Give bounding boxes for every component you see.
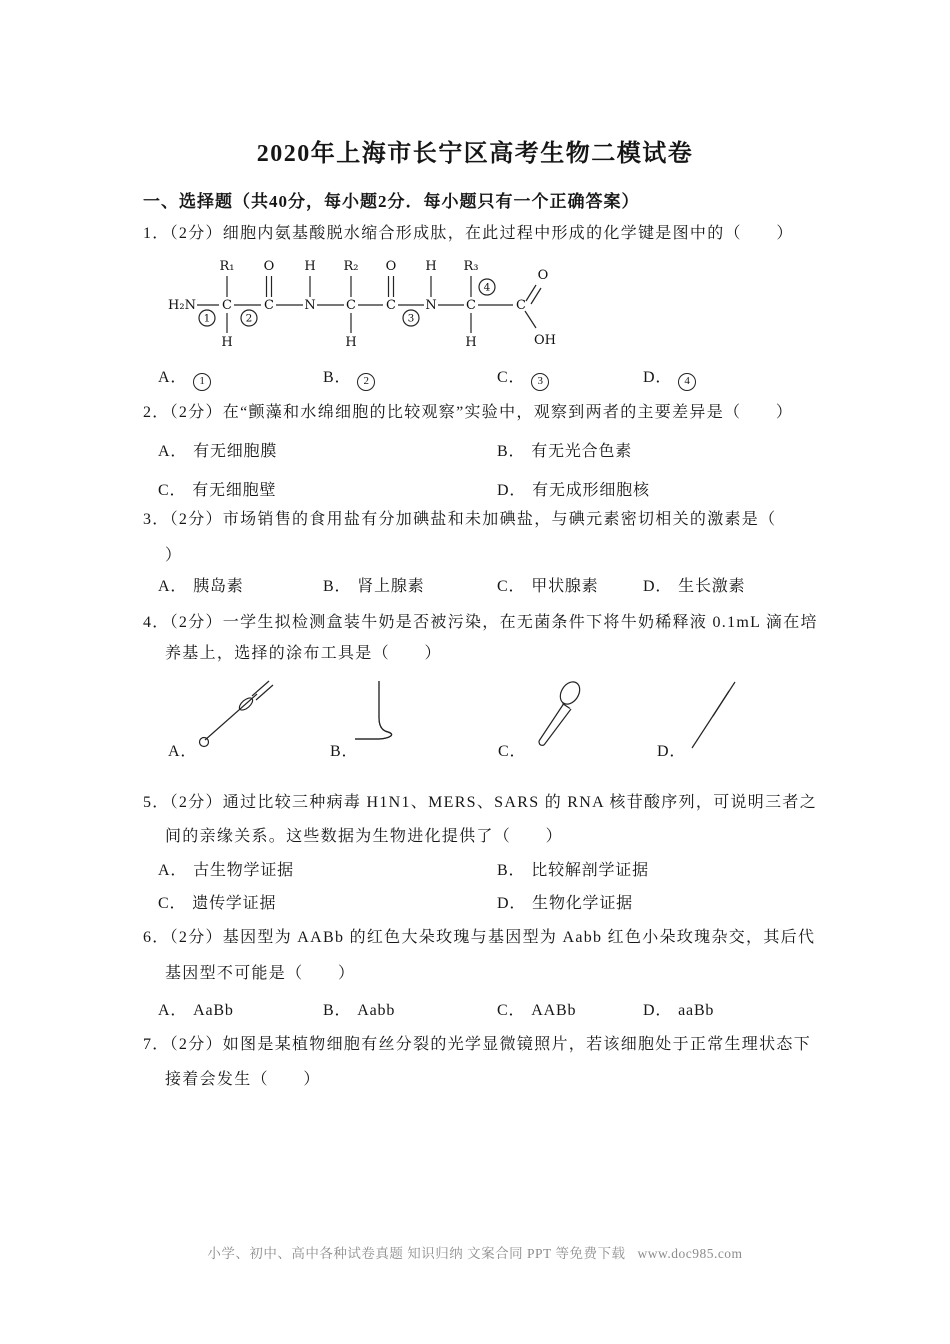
option-label: D． [643, 578, 673, 595]
atom-label: N [304, 298, 316, 313]
option-text: AABb [531, 1002, 577, 1019]
option-b [323, 997, 395, 1020]
question-6-line-2: 基因型不可能是（ ） [165, 965, 356, 982]
footer-text: 小学、初中、高中各种试卷真题 知识归纳 文案合同 PPT 等免费下载 [207, 1246, 626, 1261]
atom-label: C [386, 298, 396, 313]
option-label: C． [497, 1002, 526, 1019]
question-6-options [143, 997, 923, 1021]
option-b [323, 364, 375, 391]
option-text: 有无光合色素 [531, 443, 633, 460]
circled-3-icon: 3 [531, 373, 549, 391]
atom-label: R₂ [343, 259, 359, 274]
option-text: aaBb [678, 1002, 715, 1019]
option-b [497, 857, 649, 880]
question-6-line-1: 6．（2分）基因型为 AABb 的红色大朵玫瑰与基因型为 Aabb 红色小朵玫瑰杂交，其后代 [143, 929, 816, 946]
option-text: 古生物学证据 [193, 862, 294, 879]
option-label: C． [497, 578, 526, 595]
mark-number: 4 [483, 281, 491, 294]
inoculation-needle-icon [682, 678, 744, 756]
atom-label: C [222, 298, 232, 313]
option-d-label: D． [657, 743, 687, 760]
option-label: B． [323, 578, 352, 595]
atom-label: O [537, 268, 549, 283]
option-a [158, 364, 211, 391]
option-c [158, 477, 276, 500]
option-text: 比较解剖学证据 [531, 862, 649, 879]
atom-label: H₂N [168, 298, 196, 313]
page-title: 2020年上海市长宁区高考生物二模试卷 [256, 141, 694, 167]
question-5-options-ab [143, 857, 923, 881]
question-1-options [143, 364, 923, 388]
question-2-text: 2．（2分）在“颤藻和水绵细胞的比较观察”实验中，观察到两者的主要差异是（ ） [143, 404, 794, 421]
circled-1-icon: 1 [193, 373, 211, 391]
atom-label: R₁ [219, 259, 235, 274]
option-text: 甲状腺素 [531, 578, 599, 595]
page-footer [0, 1242, 950, 1262]
option-label: B． [323, 369, 352, 386]
option-text: AaBb [193, 1002, 234, 1019]
inoculation-loop-icon [195, 678, 281, 750]
option-b [497, 438, 632, 461]
question-3-line-2: ） [165, 547, 183, 564]
option-d [643, 364, 696, 391]
option-label: D． [497, 895, 527, 912]
option-text: 有无细胞膜 [193, 443, 278, 460]
option-label: A． [158, 369, 188, 386]
option-a [158, 438, 277, 461]
option-b [323, 573, 424, 596]
question-4-tool-figures [143, 678, 923, 762]
option-d [497, 477, 650, 500]
mark-number: 3 [407, 312, 415, 325]
option-c [497, 573, 598, 596]
option-a [158, 573, 244, 596]
option-label: B． [323, 1002, 352, 1019]
option-text: 生长激素 [678, 578, 746, 595]
option-text: 肾上腺素 [357, 578, 425, 595]
option-d [497, 890, 633, 913]
option-c-label: C． [498, 743, 527, 760]
atom-label: OH [534, 333, 556, 348]
option-c [158, 890, 276, 913]
option-label: C． [158, 482, 187, 499]
dropper-icon [530, 678, 590, 754]
question-5-options-cd [143, 890, 923, 914]
footer-url: www.doc985.com [637, 1246, 743, 1261]
atom-label: H [465, 335, 477, 350]
option-label: A． [158, 1002, 188, 1019]
option-c [497, 997, 576, 1020]
question-3-options [143, 573, 923, 597]
atom-label: H [221, 335, 233, 350]
peptide-structure-diagram [164, 252, 574, 354]
option-c [497, 364, 549, 391]
option-text: 胰岛素 [193, 578, 244, 595]
circled-2-icon: 2 [357, 373, 375, 391]
spreader-icon [352, 678, 404, 750]
option-label: B． [497, 862, 526, 879]
option-d [643, 997, 714, 1020]
atom-label: R₃ [463, 259, 479, 274]
atom-label: H [304, 259, 316, 274]
option-b-label: B． [330, 743, 359, 760]
option-a [158, 857, 294, 880]
atom-label: H [345, 335, 357, 350]
circled-4-icon: 4 [678, 373, 696, 391]
option-a-label: A． [168, 743, 198, 760]
option-label: A． [158, 862, 188, 879]
option-a [158, 997, 234, 1020]
atom-label: O [385, 259, 397, 274]
option-label: D． [643, 369, 673, 386]
question-7-line-2: 接着会发生（ ） [165, 1071, 321, 1088]
option-text: 有无细胞壁 [192, 482, 277, 499]
option-label: A． [158, 578, 188, 595]
option-label: C． [497, 369, 526, 386]
atom-label: C [516, 298, 526, 313]
option-text: 遗传学证据 [192, 895, 277, 912]
section-heading: 一、选择题（共40分，每小题2分．每小题只有一个正确答案） [143, 192, 640, 211]
question-3-line-1: 3．（2分）市场销售的食用盐有分加碘盐和未加碘盐，与碘元素密切相关的激素是（ [143, 511, 777, 528]
option-text: 生物化学证据 [532, 895, 633, 912]
question-1-text: 1．（2分）细胞内氨基酸脱水缩合形成肽，在此过程中形成的化学键是图中的（ ） [143, 225, 794, 242]
option-d [643, 573, 745, 596]
question-5-line-1: 5．（2分）通过比较三种病毒 H1N1、MERS、SARS 的 RNA 核苷酸序列，可说明三者之 [143, 794, 818, 811]
mark-number: 2 [245, 312, 253, 325]
atom-label: H [425, 259, 437, 274]
question-7-line-1: 7．（2分）如图是某植物细胞有丝分裂的光学显微镜照片，若该细胞处于正常生理状态下 [143, 1036, 812, 1053]
question-2-options-cd [143, 477, 923, 501]
question-4-line-2: 养基上，选择的涂布工具是（ ） [165, 645, 442, 662]
atom-label: C [466, 298, 476, 313]
atom-label: C [264, 298, 274, 313]
question-2-options-ab [143, 438, 923, 462]
option-text: 有无成形细胞核 [532, 482, 650, 499]
atom-label: C [346, 298, 356, 313]
option-label: A． [158, 443, 188, 460]
question-4-line-1: 4．（2分）一学生拟检测盒装牛奶是否被污染，在无菌条件下将牛奶稀释液 0.1mL 滴在培 [143, 614, 818, 631]
option-label: C． [158, 895, 187, 912]
option-label: B． [497, 443, 526, 460]
atom-label: O [263, 259, 275, 274]
question-5-line-2: 间的亲缘关系。这些数据为生物进化提供了（ ） [165, 828, 563, 845]
atom-label: N [425, 298, 437, 313]
option-label: D． [643, 1002, 673, 1019]
option-label: D． [497, 482, 527, 499]
option-text: Aabb [357, 1002, 396, 1019]
mark-number: 1 [203, 312, 211, 325]
